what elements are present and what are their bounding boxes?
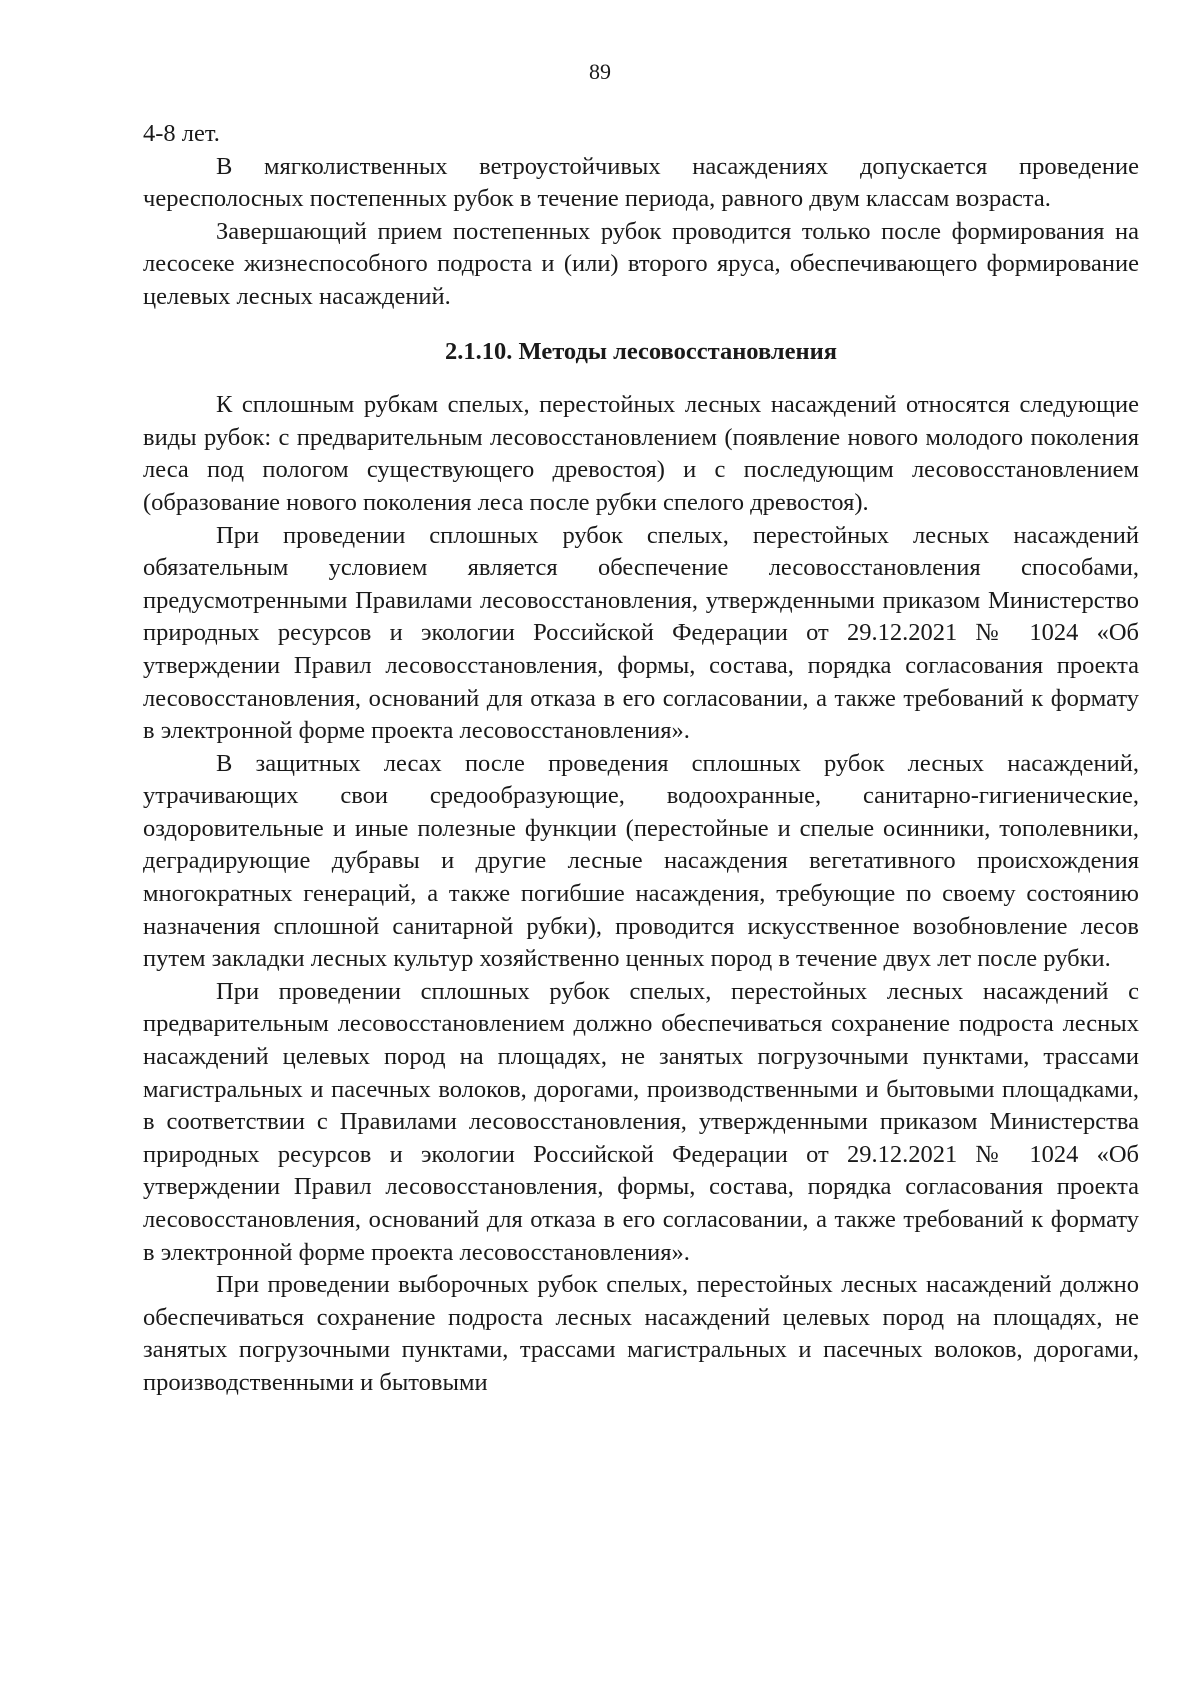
paragraph-continuation: 4-8 лет.	[143, 120, 220, 147]
paragraph: Завершающий прием постепенных рубок проводится только после формирования на лесосеке жизнеспособного подроста и (или) второго яруса, обеспечивающего формирование целевых лесных насаждений.	[143, 217, 1139, 310]
paragraph: При проведении выборочных рубок спелых, перестойных лесных насаждений должно обеспечиваться сохранение подроста лесных насаждений целевых пород на площадях, не занятых погрузочными пунктами, трассами магистральных и пасечных волоков, дорогами, производственными и бытовыми	[143, 1271, 1139, 1396]
section-heading: 2.1.10. Методы лесовосстановления	[445, 337, 837, 365]
paragraph: К сплошным рубкам спелых, перестойных лесных насаждений относятся следующие виды рубок: с предварительным лесовосстановлением (появление нового молодого поколения леса под пологом существующего древостоя) и с последующим лесовосстановлением (образование нового поколения леса после рубки спелого древостоя).	[143, 391, 1139, 516]
paragraph: В мягколиственных ветроустойчивых насаждениях допускается проведение чересполосных постепенных рубок в течение периода, равного двум классам возраста.	[143, 152, 1139, 213]
paragraph: В защитных лесах после проведения сплошных рубок лесных насаждений, утрачивающих свои средообразующие, водоохранные, санитарно-гигиенические, оздоровительные и иные полезные функции (перестойные и спелые осинники, тополевники, деградирующие дубравы и другие лесные насаждения вегетативного происхождения многократных генераций, а также погибшие насаждения, требующие по своему состоянию назначения сплошной санитарной рубки), проводится искусственное возобновление лесов путем закладки лесных культур хозяйственно ценных пород в течение двух лет после рубки.	[143, 749, 1139, 973]
paragraph: При проведении сплошных рубок спелых, перестойных лесных насаждений с предварительным лесовосстановлением должно обеспечиваться сохранение подроста лесных насаждений целевых пород на площадях, не занятых погрузочными пунктами, трассами магистральных и пасечных волоков, дорогами, производственными и бытовыми площадками, в соответствии с Правилами лесовосстановления, утвержденными приказом Министерства природных ресурсов и экологии Российской Федерации от 29.12.2021 № 1024 «Об утверждении Правил лесовосстановления, формы, состава, порядка согласования проекта лесовосстановления, оснований для отказа в его согласовании, а также требований к формату в электронной форме проекта лесовосстановления».	[143, 977, 1139, 1266]
document-body	[143, 118, 1139, 1400]
page-number: 89	[589, 59, 611, 84]
paragraph: При проведении сплошных рубок спелых, перестойных лесных насаждений обязательным условием является обеспечение лесовосстановления способами, предусмотренными Правилами лесовосстановления, утвержденными приказом Министерство природных ресурсов и экологии Российской Федерации от 29.12.2021 № 1024 «Об утверждении Правил лесовосстановления, формы, состава, порядка согласования проекта лесовосстановления, оснований для отказа в его согласовании, а также требований к формату в электронной форме проекта лесовосстановления».	[143, 521, 1139, 745]
